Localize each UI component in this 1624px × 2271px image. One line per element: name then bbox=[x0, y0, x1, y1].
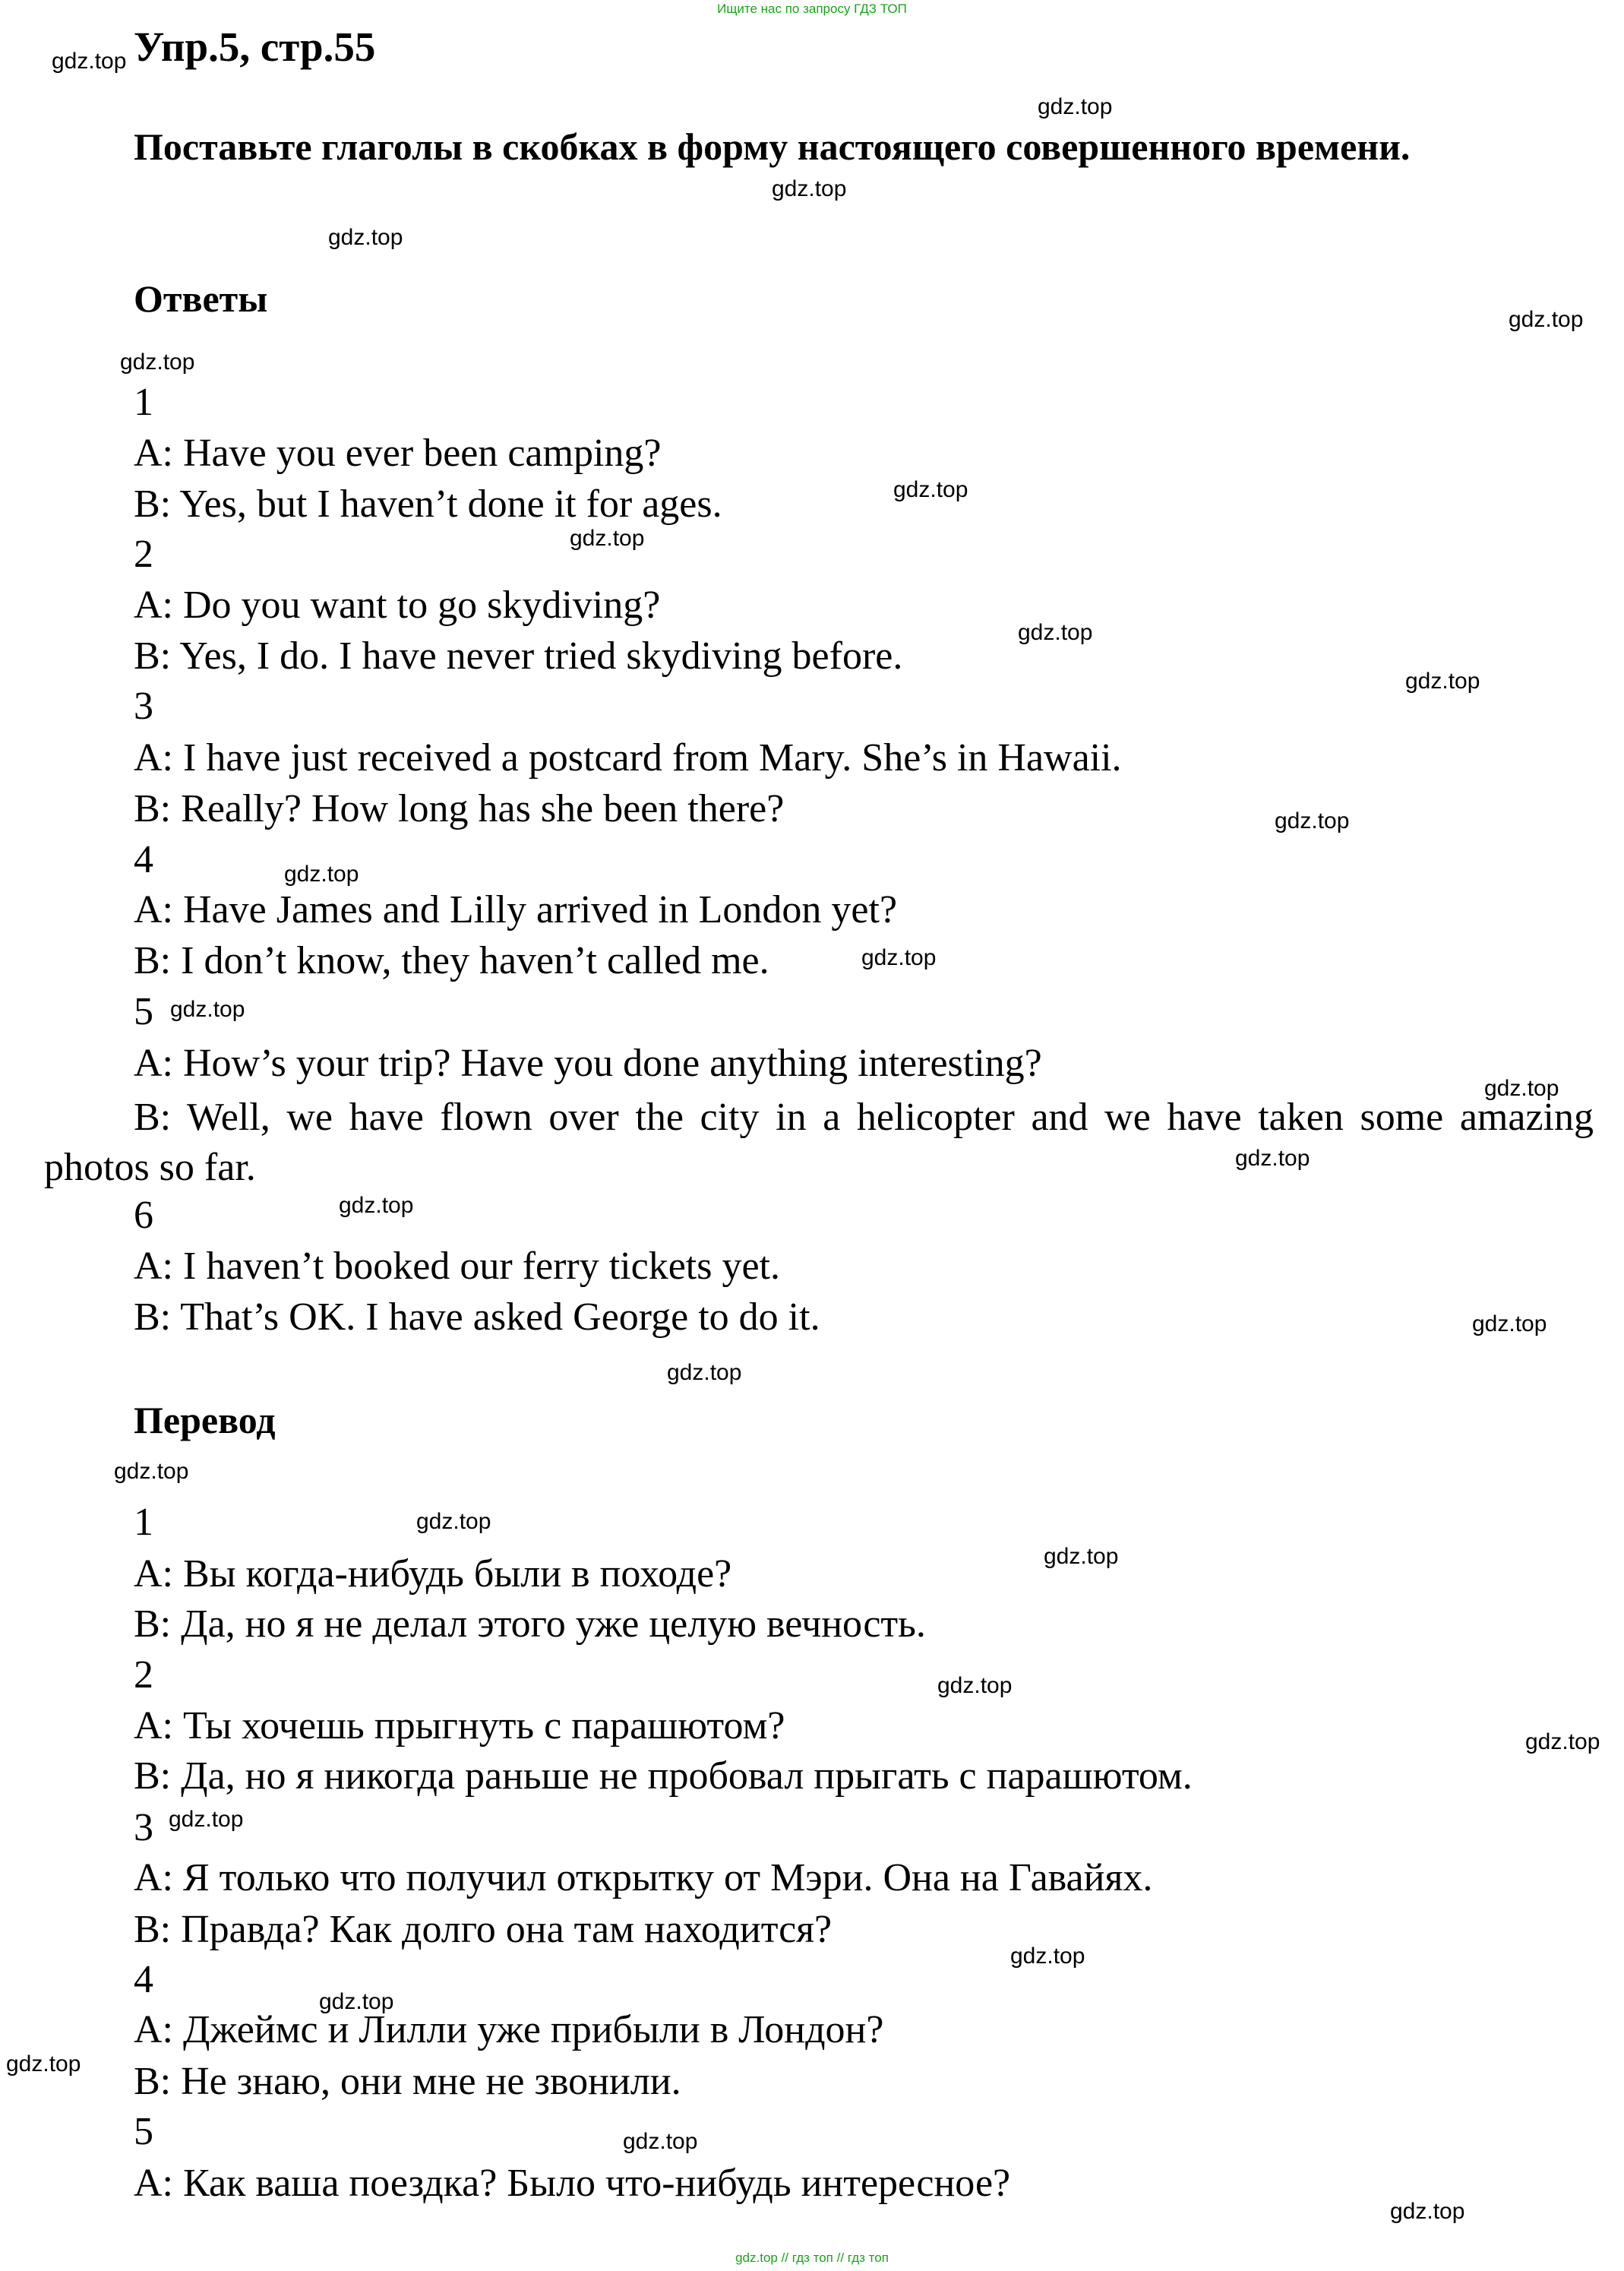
translation-number-4: 4 bbox=[134, 1958, 153, 2001]
watermark: gdz.top bbox=[937, 1673, 1013, 1698]
watermark: gdz.top bbox=[1038, 94, 1113, 119]
answer-4-b: B: I don’t know, they haven’t called me. bbox=[134, 939, 769, 982]
answer-number-5: 5 bbox=[134, 990, 153, 1033]
answer-3-b: B: Really? How long has she been there? bbox=[134, 787, 785, 830]
watermark: gdz.top bbox=[1018, 620, 1093, 645]
watermark: gdz.top bbox=[1509, 307, 1584, 332]
watermark: gdz.top bbox=[284, 862, 359, 887]
answer-5-a: A: How’s your trip? Have you done anything interesting? bbox=[134, 1042, 1042, 1085]
answer-6-a: A: I haven’t booked our ferry tickets yet. bbox=[134, 1245, 780, 1288]
watermark: gdz.top bbox=[1472, 1311, 1547, 1336]
watermark: gdz.top bbox=[1235, 1146, 1310, 1171]
watermark: gdz.top bbox=[570, 526, 645, 551]
answer-2-b: B: Yes, I do. I have never tried skydiving before. bbox=[134, 634, 903, 678]
watermark: gdz.top bbox=[1525, 1729, 1600, 1754]
watermark: gdz.top bbox=[772, 176, 847, 201]
bottom-banner: gdz.top // гдз топ // гдз топ bbox=[735, 2250, 889, 2265]
watermark: gdz.top bbox=[52, 49, 127, 74]
answer-5-b: B: Well, we have flown over the city in a helicopter and we have taken some amazing photos so far. bbox=[44, 1096, 1594, 1189]
translation-1-b: B: Да, но я не делал этого уже целую вечность. bbox=[134, 1602, 926, 1646]
answer-4-a: A: Have James and Lilly arrived in London yet? bbox=[134, 888, 898, 931]
translation-2-b: B: Да, но я никогда раньше не пробовал прыгать с парашютом. bbox=[134, 1754, 1193, 1798]
translation-5-a: A: Как ваша поездка? Было что-нибудь интересное? bbox=[134, 2162, 1011, 2205]
answer-number-4: 4 bbox=[134, 838, 153, 881]
watermark: gdz.top bbox=[893, 477, 968, 502]
watermark: gdz.top bbox=[416, 1509, 491, 1534]
translation-heading: Перевод bbox=[134, 1399, 276, 1441]
watermark: gdz.top bbox=[339, 1193, 414, 1218]
watermark: gdz.top bbox=[1390, 2199, 1465, 2224]
watermark: gdz.top bbox=[1275, 808, 1350, 833]
watermark: gdz.top bbox=[169, 1807, 244, 1832]
translation-4-a: A: Джеймс и Лилли уже прибыли в Лондон? bbox=[134, 2008, 884, 2051]
answer-number-2: 2 bbox=[134, 533, 153, 576]
answer-number-3: 3 bbox=[134, 685, 153, 728]
watermark: gdz.top bbox=[667, 1360, 742, 1385]
watermark: gdz.top bbox=[1484, 1076, 1559, 1101]
translation-3-a: A: Я только что получил открытку от Мэри. Она на Гавайях. bbox=[134, 1856, 1153, 1899]
answer-1-b: B: Yes, but I haven’t done it for ages. bbox=[134, 482, 722, 526]
top-banner: Ищите нас по запросу ГДЗ ТОП bbox=[717, 2, 907, 16]
answer-6-b: B: That’s OK. I have asked George to do it. bbox=[134, 1295, 820, 1339]
task-instruction: Поставьте глаголы в скобках в форму настоящего совершенного времени. bbox=[134, 125, 1411, 168]
answers-heading: Ответы bbox=[134, 277, 268, 320]
watermark: gdz.top bbox=[1405, 669, 1480, 694]
answer-number-1: 1 bbox=[134, 381, 153, 424]
watermark: gdz.top bbox=[170, 997, 245, 1022]
watermark: gdz.top bbox=[861, 945, 937, 970]
translation-1-a: A: Вы когда-нибудь были в походе? bbox=[134, 1552, 732, 1596]
watermark: gdz.top bbox=[319, 1989, 394, 2014]
watermark: gdz.top bbox=[120, 350, 195, 375]
watermark: gdz.top bbox=[6, 2051, 81, 2076]
answer-1-a: A: Have you ever been camping? bbox=[134, 432, 662, 475]
translation-2-a: A: Ты хочешь прыгнуть с парашютом? bbox=[134, 1704, 785, 1748]
watermark: gdz.top bbox=[1044, 1544, 1119, 1569]
answer-2-a: A: Do you want to go skydiving? bbox=[134, 584, 661, 627]
watermark: gdz.top bbox=[1010, 1944, 1085, 1969]
translation-number-3: 3 bbox=[134, 1806, 153, 1849]
translation-3-b: B: Правда? Как долго она там находится? bbox=[134, 1908, 833, 1951]
watermark: gdz.top bbox=[623, 2129, 698, 2154]
translation-4-b: B: Не знаю, они мне не звонили. bbox=[134, 2060, 681, 2103]
watermark: gdz.top bbox=[328, 225, 403, 250]
watermark: gdz.top bbox=[114, 1459, 189, 1484]
answer-3-a: A: I have just received a postcard from Mary. She’s in Hawaii. bbox=[134, 736, 1122, 780]
translation-number-1: 1 bbox=[134, 1501, 153, 1544]
translation-number-5: 5 bbox=[134, 2110, 153, 2153]
page-title: Упр.5, стр.55 bbox=[134, 24, 376, 70]
answer-number-6: 6 bbox=[134, 1194, 153, 1237]
translation-number-2: 2 bbox=[134, 1653, 153, 1697]
